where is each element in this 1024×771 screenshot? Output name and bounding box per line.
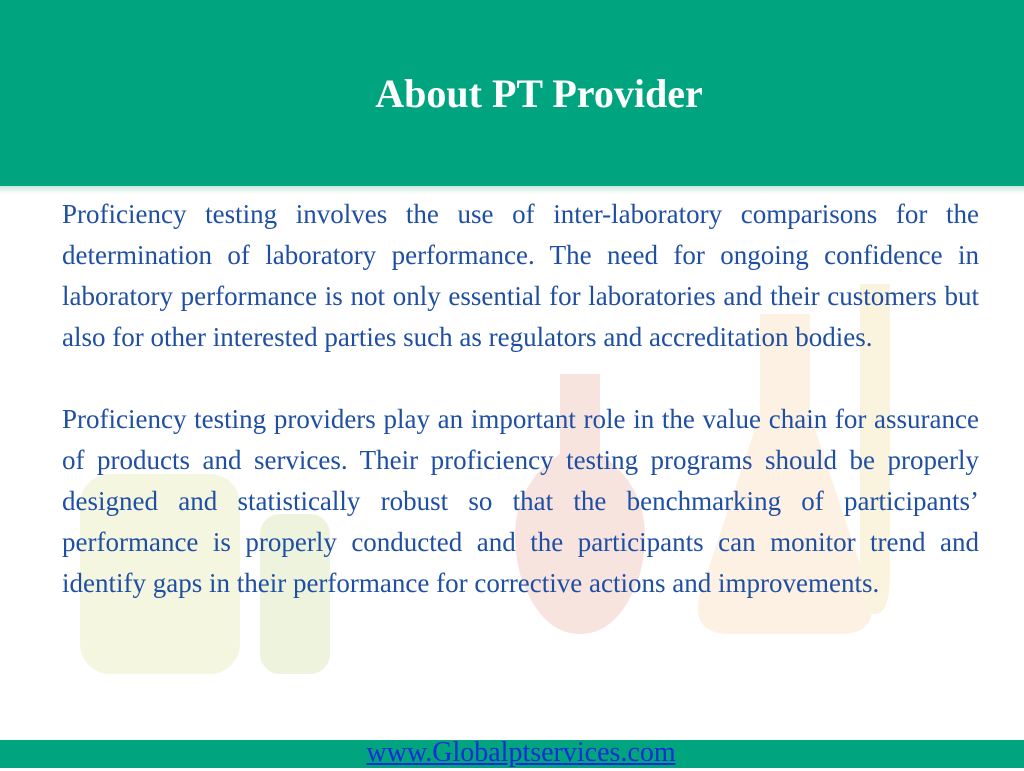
paragraph-providers: Proficiency testing providers play an important role in the value chain for assurance of products and services. Their proficiency testing programs should be properly designed and statistically robust so that the benchmarking of participants’ performance is properly conducted and the participants can monitor trend and identify gaps in their performance for corrective actions and improvements. [62, 404, 979, 598]
body-content [62, 194, 979, 604]
header-divider [0, 186, 1024, 194]
slide-title: About PT Provider [375, 71, 703, 116]
website-link[interactable]: www.Globalptservices.com [366, 737, 676, 768]
paragraph-intro: Proficiency testing involves the use of inter-laboratory comparisons for the determination of laboratory performance. The need for ongoing confidence in laboratory performance is not only essential for laboratories and their customers but also for other interested parties such as regulators and accreditation bodies. [62, 199, 979, 352]
